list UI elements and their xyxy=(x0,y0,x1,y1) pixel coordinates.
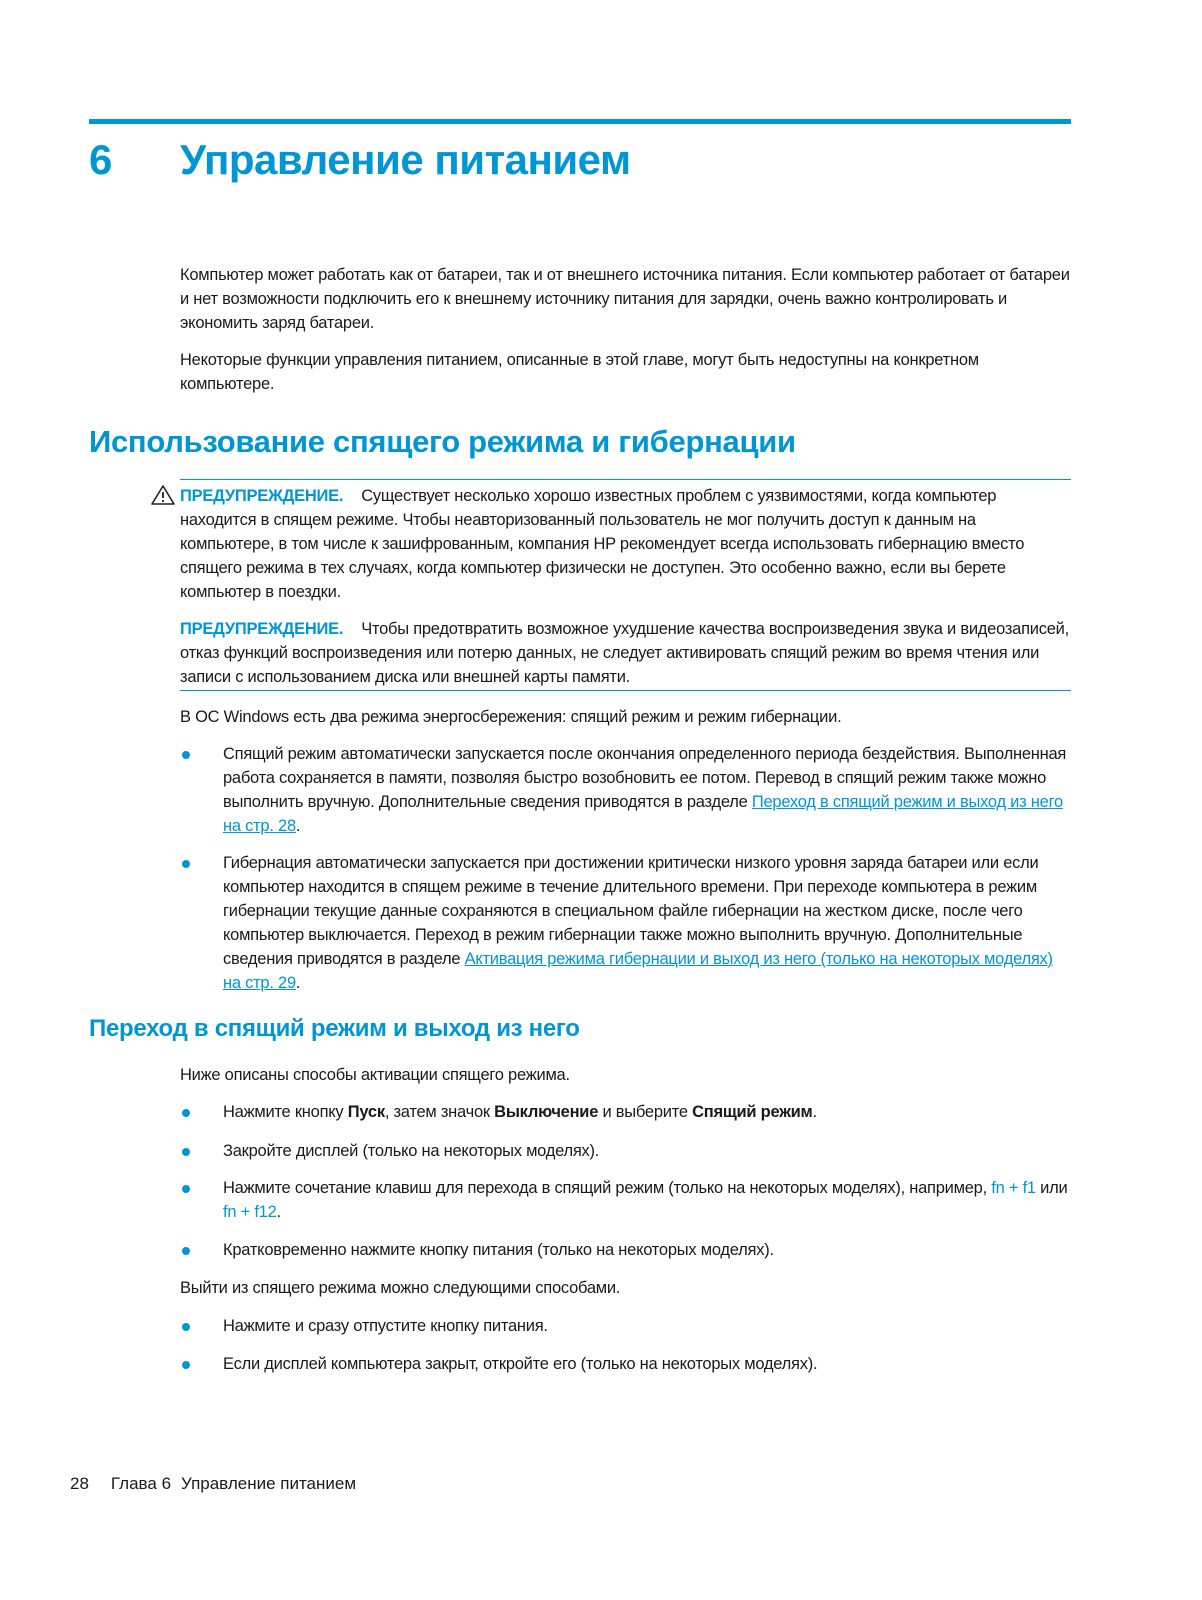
ui-term: Выключение xyxy=(494,1103,599,1121)
warning-label: ПРЕДУПРЕЖДЕНИЕ. xyxy=(180,620,344,638)
paragraph: Ниже описаны способы активации спящего режима. xyxy=(180,1066,570,1084)
list-text: , затем значок xyxy=(384,1103,495,1121)
list-text: . xyxy=(812,1103,817,1121)
paragraph: Выйти из спящего режима можно следующими способами. xyxy=(180,1279,621,1297)
intro-paragraph: Некоторые функции управления питанием, описанные в этой главе, могут быть недоступны на конкретном компьютере. xyxy=(180,351,979,393)
list-item xyxy=(180,1314,1070,1338)
list-text: Спящий режим автоматически запускается после окончания определенного периода бездействия. Выполненная работа сохраняется в памяти, позволяя быстро возобновить ее потом. Перевод в спящий режим также можно выполнить вручную. Дополнительные сведения приводятся в разделе xyxy=(223,745,1067,811)
warning-label: ПРЕДУПРЕЖДЕНИЕ. xyxy=(180,487,344,505)
ui-term: Пуск xyxy=(347,1103,385,1121)
list-text: . xyxy=(295,817,301,835)
list-text: Нажмите кнопку xyxy=(223,1103,348,1121)
bullet-icon xyxy=(182,1361,190,1369)
cross-reference-link[interactable]: Переход в спящий режим и выход из него на стр. 28 xyxy=(223,793,1063,835)
list-text: . xyxy=(276,1203,281,1221)
bullet-icon xyxy=(182,1109,190,1117)
bullet-icon xyxy=(182,1323,190,1331)
page-footer xyxy=(70,1474,378,1494)
chapter-top-rule xyxy=(89,119,1071,124)
list-text: Нажмите и сразу отпустите кнопку питания. xyxy=(223,1317,548,1335)
list-item xyxy=(180,1176,1070,1224)
warning-text: Чтобы предотвратить возможное ухудшение качества воспроизведения звука и видеозаписей, отказ функций воспроизведения или потерю данных, не следует активировать спящий режим во время чтения или записи с использованием диска или внешней карты памяти. xyxy=(180,620,1069,686)
bullet-icon xyxy=(182,1148,190,1156)
warning-top-rule xyxy=(180,479,1071,480)
ui-term: Спящий режим xyxy=(692,1103,813,1121)
list-item xyxy=(180,1139,1070,1163)
cross-reference-link[interactable]: Активация режима гибернации и выход из него (только на некоторых моделях) на стр. 29 xyxy=(223,950,1053,992)
warning-note xyxy=(180,484,1070,604)
paragraph: В ОС Windows есть два режима энергосбережения: спящий режим и режим гибернации. xyxy=(180,708,842,726)
warning-bottom-rule xyxy=(180,690,1071,691)
warning-note xyxy=(180,617,1070,689)
list-text: Кратковременно нажмите кнопку питания (только на некоторых моделях). xyxy=(223,1241,774,1259)
page-number: 28 xyxy=(70,1474,89,1493)
footer-chapter: Глава 6 xyxy=(110,1474,172,1493)
key-combo: fn + f1 xyxy=(991,1179,1036,1197)
bullet-icon xyxy=(182,751,190,759)
list-text: . xyxy=(295,974,301,992)
list-item xyxy=(180,851,1070,995)
list-text: Закройте дисплей (только на некоторых моделях). xyxy=(223,1142,600,1160)
list-item xyxy=(180,1100,1070,1124)
chapter-title-text: Управление питанием xyxy=(180,136,631,183)
list-text: Если дисплей компьютера закрыт, откройте его (только на некоторых моделях). xyxy=(223,1355,818,1373)
bullet-icon xyxy=(182,1185,190,1193)
list-item xyxy=(180,742,1070,838)
warning-text: Существует несколько хорошо известных проблем с уязвимостями, когда компьютер находится в спящем режиме. Чтобы неавторизованный пользователь не мог получить доступ к данным на компьютере, в том числе к зашифрованным, компания HP рекомендует всегда использовать гибернацию вместо спящего режима в тех случаях, когда компьютер физически не доступен. Это особенно важно, если вы берете компьютер в поездки. xyxy=(180,487,1025,601)
list-text: или xyxy=(1035,1179,1068,1197)
chapter-number: 6 xyxy=(89,136,112,183)
section-heading: Использование спящего режима и гибернации xyxy=(89,424,796,459)
list-text: и выберите xyxy=(598,1103,693,1121)
footer-title: Управление питанием xyxy=(181,1474,357,1493)
key-combo: fn + f12 xyxy=(223,1203,277,1221)
warning-icon xyxy=(150,484,176,506)
intro-paragraph: Компьютер может работать как от батареи, так и от внешнего источника питания. Если компьютер работает от батареи и нет возможности подключить его к внешнему источнику питания для зарядки, очень важно контролировать и экономить заряд батареи. xyxy=(180,266,1070,332)
bullet-icon xyxy=(182,1247,190,1255)
list-item xyxy=(180,1352,1070,1376)
chapter-title xyxy=(89,136,631,184)
bullet-icon xyxy=(182,860,190,868)
list-text: Нажмите сочетание клавиш для перехода в спящий режим (только на некоторых моделях), например, xyxy=(223,1179,992,1197)
list-text: Гибернация автоматически запускается при достижении критически низкого уровня заряда батареи или если компьютер находится в спящем режиме в течение длительного времени. При переходе компьютера в режим гибернации текущие данные сохраняются в специальном файле гибернации на жестком диске, после чего компьютер выключается. Переход в режим гибернации также можно выполнить вручную. Дополнительные сведения приводятся в разделе xyxy=(223,854,1039,968)
list-item xyxy=(180,1238,1070,1262)
subsection-heading: Переход в спящий режим и выход из него xyxy=(89,1015,580,1042)
